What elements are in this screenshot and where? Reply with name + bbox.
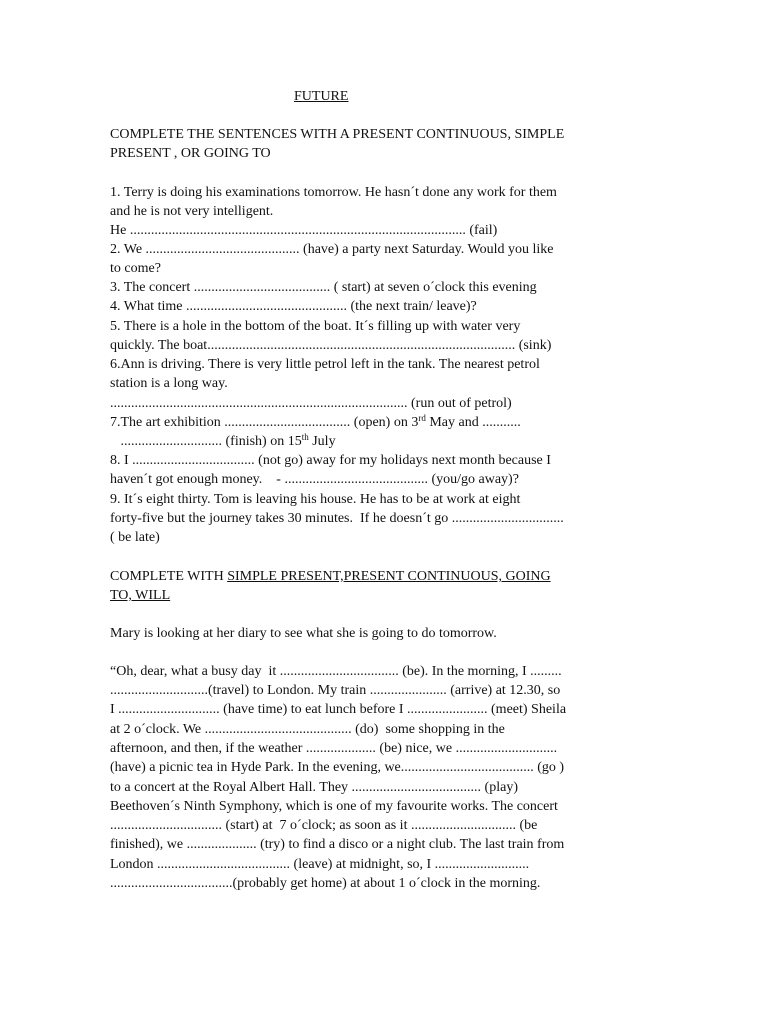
exercise-line: 9. It´s eight thirty. Tom is leaving his house. He has to be at work at eight [110,492,521,507]
ordinal-suffix: rd [418,413,426,423]
text-run: 7.The art exhibition .................................... (open) on 3 [110,415,419,430]
instruction-prefix: COMPLETE WITH [110,569,228,584]
passage-line: finished), we .................... (try) to find a disco or a night club. The last train from [110,837,565,852]
passage-line: I ............................. (have time) to eat lunch before I ....................... (meet) Sheila [110,702,567,717]
text-run: May and ........... [425,415,521,430]
exercise-line: 2. We ............................................ (have) a party next Saturday. Would you like [110,242,554,257]
exercise-line: and he is not very intelligent. [110,204,274,219]
section2-intro: Mary is looking at her diary to see what she is going to do tomorrow. [110,626,497,641]
passage-line: ...................................(probably get home) at about 1 o´clock in the morning. [110,876,541,891]
exercise-line: 3. The concert ....................................... ( start) at seven o´clock this evening [110,280,537,295]
exercise-line: haven´t got enough money. - ......................................... (you/go away)? [110,472,519,487]
exercise-line: 1. Terry is doing his examinations tomorrow. He hasn´t done any work for them [110,185,557,200]
passage-line: Beethoven´s Ninth Symphony, which is one of my favourite works. The concert [110,799,558,814]
exercise-line: 5. There is a hole in the bottom of the boat. It´s filling up with water very [110,319,521,334]
exercise-line: He ................................................................................................ (fail) [110,223,498,238]
passage-line: to a concert at the Royal Albert Hall. They ..................................... (play) [110,780,518,795]
text-run: ............................. (finish) on 15 [110,434,302,449]
passage-line: ................................ (start) at 7 o´clock; as soon as it .............................. (be [110,818,538,833]
passage-line: afternoon, and then, if the weather .................... (be) nice, we ............................. [110,741,558,756]
exercise-line: 8. I ................................... (not go) away for my holidays next month because I [110,453,551,468]
section2-instruction-line [110,586,170,605]
section1-instruction-line: PRESENT , OR GOING TO [110,146,271,161]
passage-line: ............................(travel) to London. My train ...................... (arrive) at 12.30, so [110,683,561,698]
page-title: FUTURE [294,89,349,104]
exercise-line-7b [110,432,336,451]
text-run: July [308,434,336,449]
section1-instruction-line: COMPLETE THE SENTENCES WITH A PRESENT CONTINUOUS, SIMPLE [110,127,565,142]
exercise-line: 6.Ann is driving. There is very little petrol left in the tank. The nearest petrol [110,357,540,372]
exercise-line: to come? [110,261,161,276]
exercise-line: ( be late) [110,530,160,545]
instruction-tenses: TO, WILL [110,588,171,603]
instruction-tenses: SIMPLE PRESENT,PRESENT CONTINUOUS, GOING [227,569,551,584]
ordinal-suffix: th [301,432,309,442]
exercise-line: quickly. The boat........................................................................................ (sink) [110,338,552,353]
passage-line: London ...................................... (leave) at midnight, so, I ........................... [110,857,530,872]
exercise-line: 4. What time .............................................. (the next train/ leave)? [110,299,477,314]
exercise-line: ..................................................................................... (run out of petrol) [110,396,512,411]
exercise-line-7a [110,413,521,432]
section2-instruction-line [110,567,551,586]
passage-line: (have) a picnic tea in Hyde Park. In the evening, we...................................... (go ) [110,760,565,775]
exercise-line: station is a long way. [110,376,228,391]
exercise-line: forty-five but the journey takes 30 minutes. If he doesn´t go ................................ [110,511,564,526]
passage-line: at 2 o´clock. We .......................................... (do) some shopping in the [110,722,505,737]
passage-line: “Oh, dear, what a busy day it .................................. (be). In the morning, I ......... [110,664,562,679]
